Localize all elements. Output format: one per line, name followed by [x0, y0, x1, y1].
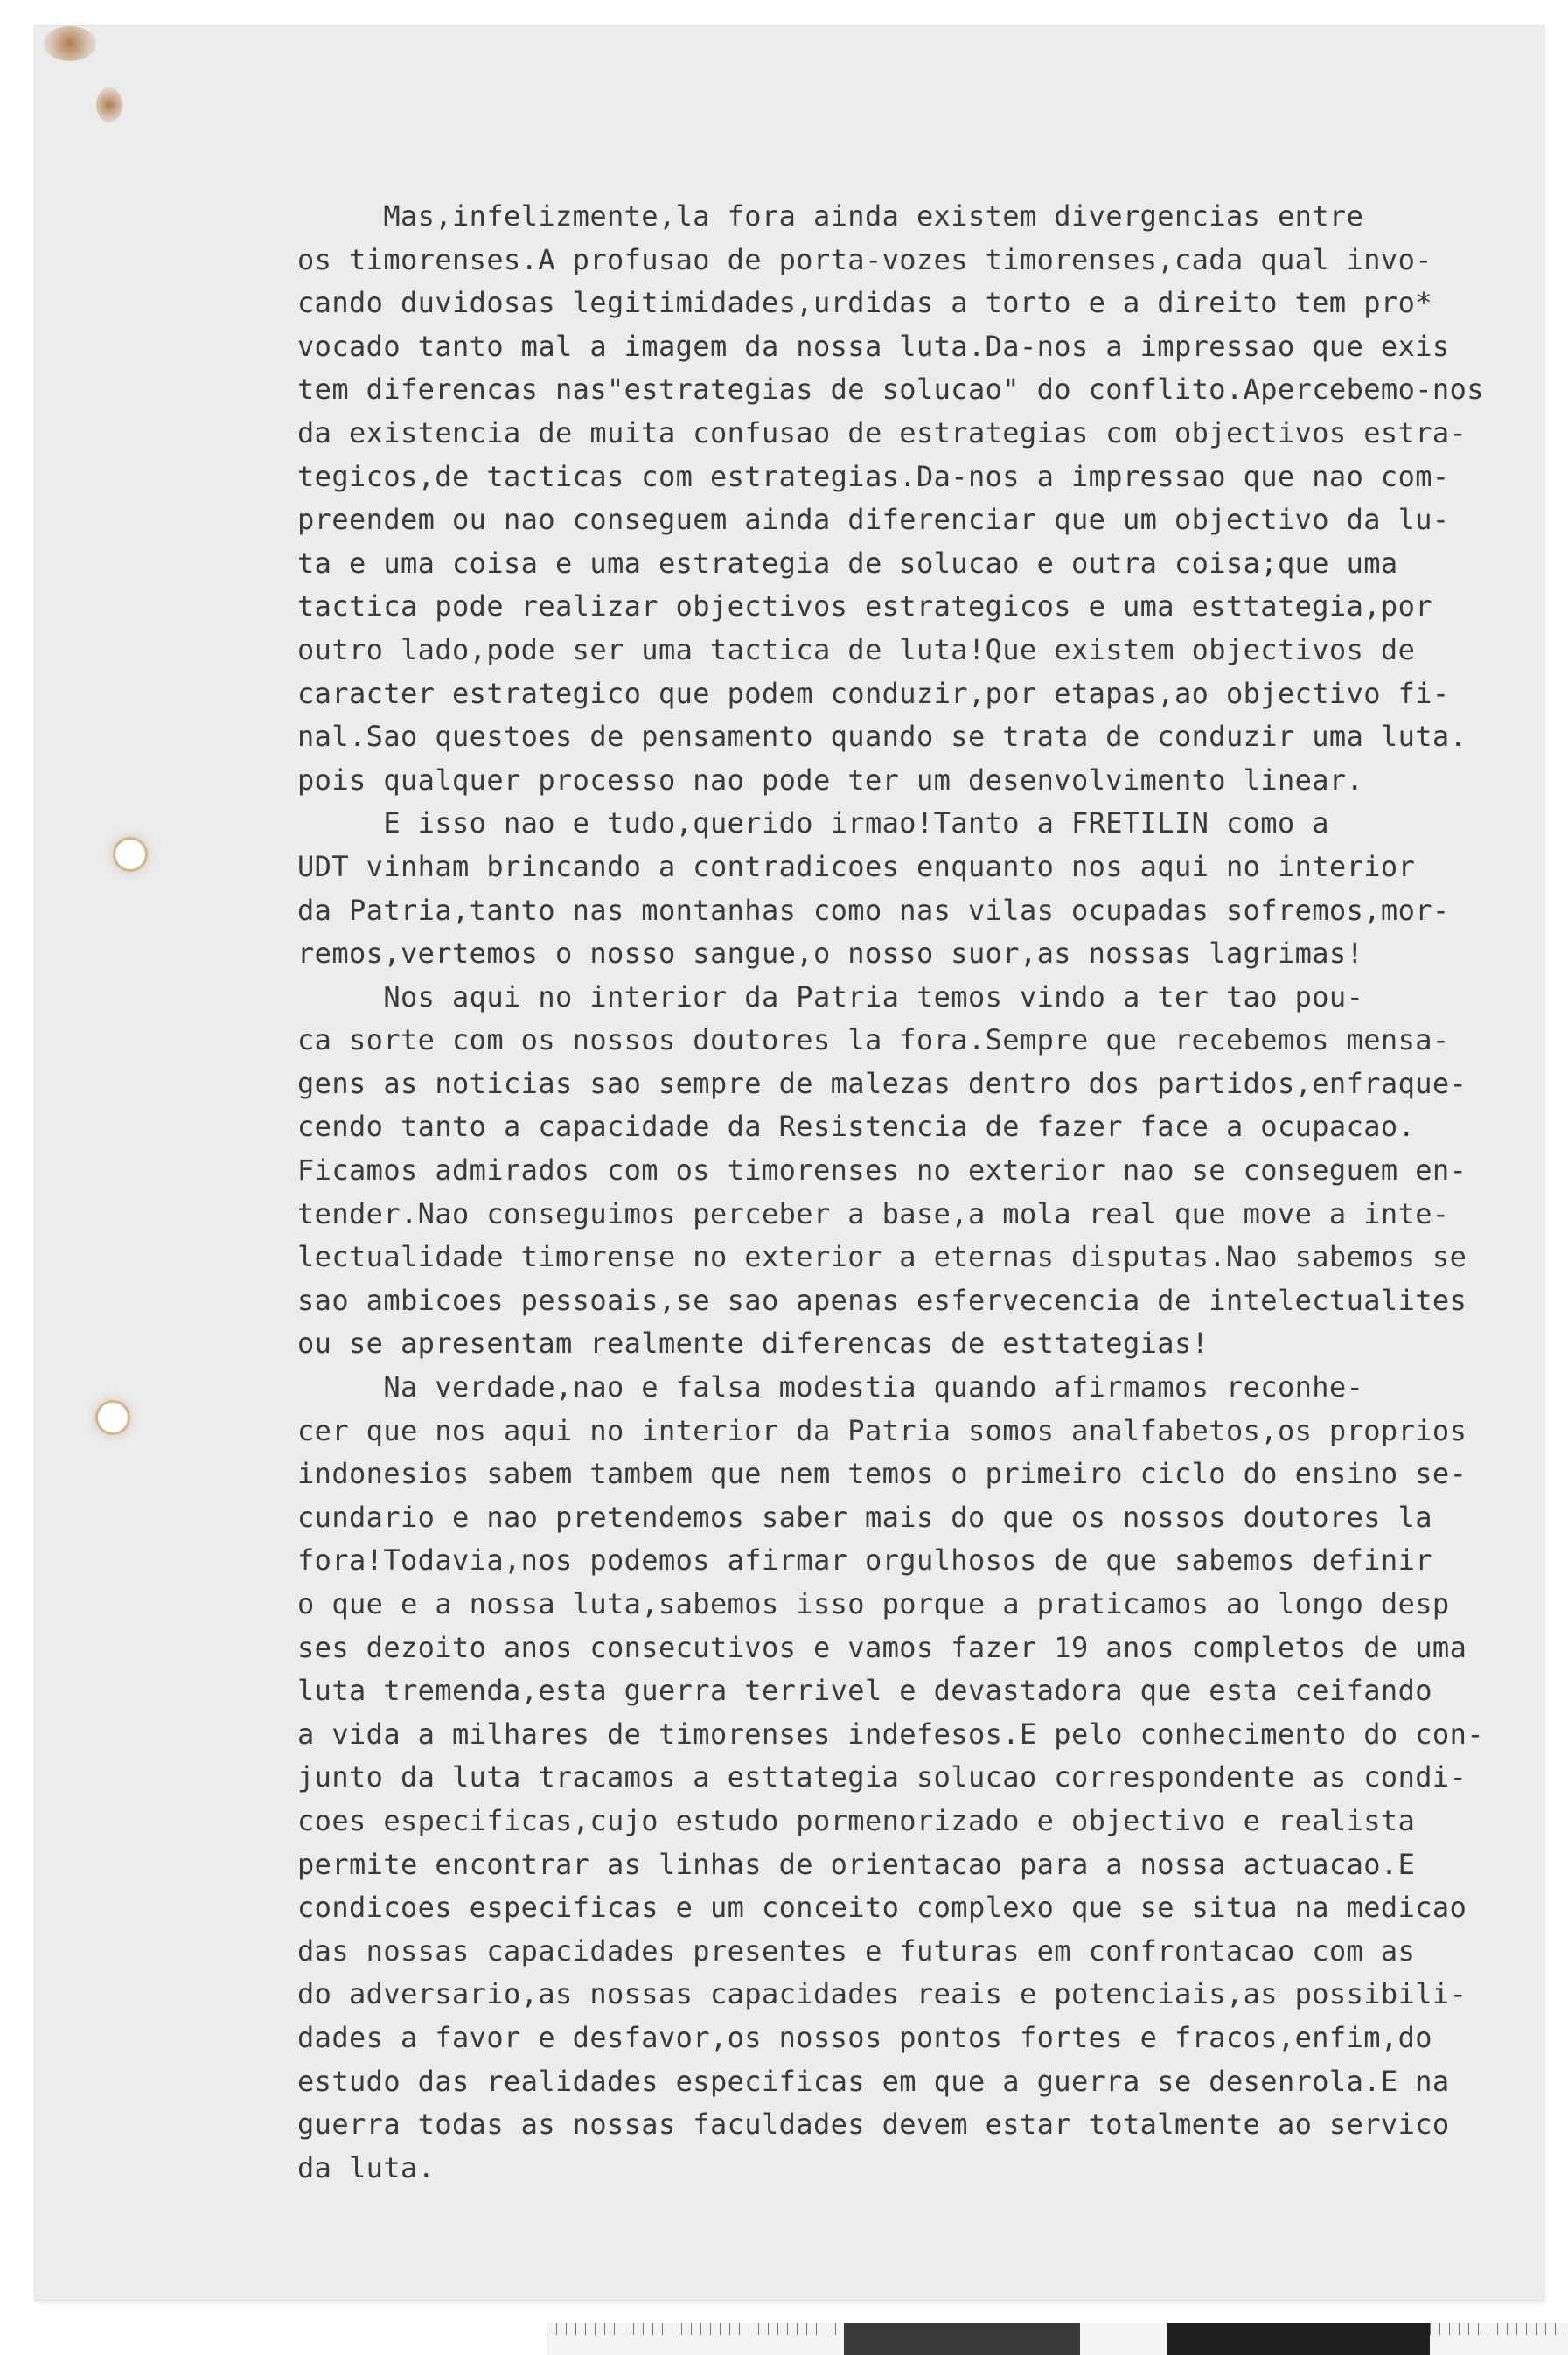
ruler-ticks-right — [1430, 2323, 1568, 2335]
text-line: junto da luta tracamos a esttategia solucao correspondente as condi- — [297, 1760, 1467, 1794]
text-line: cundario e nao pretendemos saber mais do que os nossos doutores la — [297, 1500, 1432, 1534]
text-line: cer que nos aqui no interior da Patria somos analfabetos,os proprios — [297, 1413, 1467, 1447]
typewritten-page — [35, 26, 1544, 2300]
text-line: dades a favor e desfavor,os nossos pontos fortes e fracos,enfim,do — [297, 2020, 1432, 2054]
text-line: lectualidade timorense no exterior a eternas disputas.Nao sabemos se — [297, 1240, 1467, 1274]
ruler-black-block — [844, 2323, 1080, 2355]
scale-ruler — [547, 2323, 1568, 2355]
text-line: pois qualquer processo nao pode ter um desenvolvimento linear. — [297, 763, 1364, 797]
text-line: da Patria,tanto nas montanhas como nas vilas ocupadas sofremos,mor- — [297, 893, 1450, 927]
rust-stain-corner — [44, 26, 96, 61]
text-line: Mas,infelizmente,la fora ainda existem divergencias entre — [297, 199, 1364, 233]
text-line: ou se apresentam realmente diferencas de esttategias! — [297, 1327, 1209, 1361]
text-line: gens as noticias sao sempre de malezas dentro dos partidos,enfraque- — [297, 1066, 1467, 1100]
text-line: luta tremenda,esta guerra terrivel e devastadora que esta ceifando — [297, 1674, 1432, 1708]
text-line: das nossas capacidades presentes e futuras em confrontacao com as — [297, 1933, 1416, 1968]
rust-stain-top — [96, 87, 122, 122]
text-line: UDT vinham brincando a contradicoes enquanto nos aqui no interior — [297, 849, 1416, 883]
text-line: cando duvidosas legitimidades,urdidas a torto e a direito tem pro* — [297, 286, 1432, 320]
text-line: cendo tanto a capacidade da Resistencia de fazer face a ocupacao. — [297, 1110, 1416, 1144]
ruler-black-block-2 — [1167, 2323, 1430, 2355]
text-line: tegicos,de tacticas com estrategias.Da-nos a impressao que nao com- — [297, 459, 1450, 493]
text-line: condicoes especificas e um conceito complexo que se situa na medicao — [297, 1891, 1467, 1925]
text-line: ta e uma coisa e uma estrategia de solucao e outra coisa;que uma — [297, 546, 1398, 580]
text-line: Ficamos admirados com os timorenses no exterior nao se conseguem en- — [297, 1153, 1467, 1188]
text-line: vocado tanto mal a imagem da nossa luta.Da-nos a impressao que exis — [297, 329, 1450, 363]
text-line: guerra todas as nossas faculdades devem estar totalmente ao servico — [297, 2108, 1450, 2142]
punch-hole-lower — [98, 1403, 128, 1432]
text-line: ca sorte com os nossos doutores la fora.Sempre que recebemos mensa- — [297, 1023, 1450, 1057]
text-line: coes especificas,cujo estudo pormenorizado e objectivo e realista — [297, 1803, 1416, 1837]
ruler-ticks-left — [547, 2323, 844, 2335]
text-line: o que e a nossa luta,sabemos isso porque a praticamos ao longo desp — [297, 1587, 1450, 1620]
text-line: do adversario,as nossas capacidades reais e potenciais,as possibili- — [297, 1977, 1467, 2011]
text-line: indonesios sabem tambem que nem temos o primeiro ciclo do ensino se- — [297, 1457, 1467, 1491]
text-line: preendem ou nao conseguem ainda diferenciar que um objectivo da lu- — [297, 503, 1450, 537]
text-line: tender.Nao conseguimos perceber a base,a mola real que move a inte- — [297, 1196, 1450, 1230]
punch-hole-upper — [115, 840, 145, 869]
text-line: a vida a milhares de timorenses indefesos.E pelo conhecimento do con- — [297, 1717, 1484, 1751]
text-line: tactica pode realizar objectivos estrategicos e uma esttategia,por — [297, 589, 1432, 624]
text-line: da luta. — [297, 2150, 436, 2184]
text-line: tem diferencas nas"estrategias de solucao" do conflito.Apercebemo-nos — [297, 373, 1484, 407]
body-text — [297, 195, 1548, 2190]
text-line: os timorenses.A profusao de porta-vozes timorenses,cada qual invo- — [297, 242, 1432, 276]
text-line: E isso nao e tudo,querido irmao!Tanto a FRETILIN como a — [297, 806, 1329, 840]
text-line: Nos aqui no interior da Patria temos vindo a ter tao pou- — [297, 979, 1364, 1014]
text-line: permite encontrar as linhas de orientacao para a nossa actuacao.E — [297, 1847, 1416, 1881]
text-line: sao ambicoes pessoais,se sao apenas esfervecencia de intelectualites — [297, 1283, 1467, 1317]
text-line: caracter estrategico que podem conduzir,por etapas,ao objectivo fi- — [297, 676, 1450, 710]
text-line: outro lado,pode ser uma tactica de luta!Que existem objectivos de — [297, 632, 1416, 666]
text-line: remos,vertemos o nosso sangue,o nosso suor,as nossas lagrimas! — [297, 937, 1364, 971]
text-line: estudo das realidades especificas em que a guerra se desenrola.E na — [297, 2064, 1450, 2098]
text-line: nal.Sao questoes de pensamento quando se trata de conduzir uma luta. — [297, 720, 1467, 754]
text-line: fora!Todavia,nos podemos afirmar orgulhosos de que sabemos definir — [297, 1543, 1432, 1578]
text-line: Na verdade,nao e falsa modestia quando afirmamos reconhe- — [297, 1370, 1364, 1404]
text-line: ses dezoito anos consecutivos e vamos fazer 19 anos completos de uma — [297, 1630, 1467, 1664]
ruler-white-block — [1080, 2323, 1167, 2355]
text-line: da existencia de muita confusao de estrategias com objectivos estra- — [297, 415, 1467, 449]
